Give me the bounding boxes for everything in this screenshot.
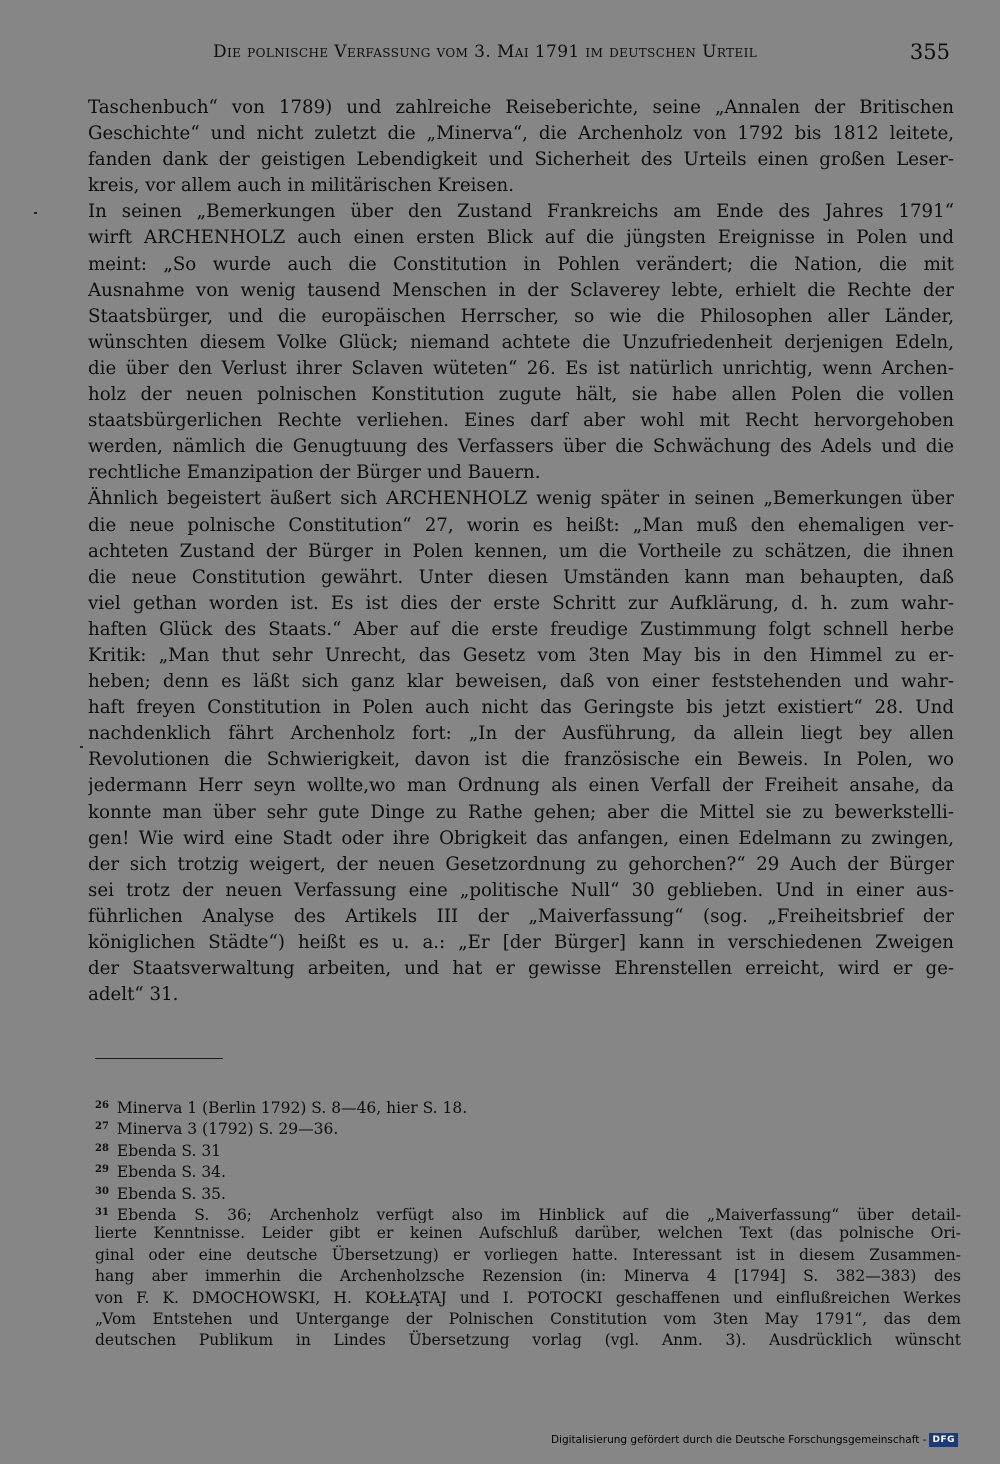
footnote-number: 29: [95, 1164, 109, 1176]
footnote-text: Ebenda S. 36; Archenholz verfügt also im Hinblick auf die „Maiverfassung“ über detail-: [116, 1205, 961, 1224]
body-line: meint: „So wurde auch die Constitution in Pohlen verändert; die Nation, die mit: [88, 253, 954, 275]
footnote-continuation-line: ginal oder eine deutsche Übersetzung) er vorliegen hatte. Interessant ist in diesem Zusammen-: [95, 1245, 961, 1264]
body-line: Kritik: „Man thut sehr Unrecht, das Gesetz vom 3ten May bis in den Himmel zu er-: [88, 644, 954, 666]
body-line: rechtliche Emanzipation der Bürger und Bauern.: [88, 462, 541, 484]
footnote-text: Minerva 1 (Berlin 1792) S. 8—46, hier S. 18.: [116, 1099, 468, 1117]
footnote-number: 26: [95, 1100, 109, 1111]
body-line: die neue Constitution gewährt. Unter diesen Umständen kann man behaupten, daß: [88, 566, 954, 588]
footnote-text: Ebenda S. 31: [116, 1141, 222, 1160]
body-line: heben; denn es läßt sich ganz klar beweisen, daß von einer feststehenden und wahr-: [88, 671, 954, 693]
body-line: In seinen „Bemerkungen über den Zustand Frankreichs am Ende des Jahres 1791“: [88, 201, 954, 223]
footnote-number: 28: [95, 1142, 109, 1154]
footnote-number: 27: [95, 1121, 109, 1133]
footnote: [95, 1202, 961, 1223]
footnote-text: Ebenda S. 34.: [116, 1163, 226, 1181]
dfg-logo: DFG: [929, 1433, 958, 1447]
body-line: holz der neuen polnischen Konstitution zugute hält, sie habe allen Polen die vollen: [88, 384, 954, 406]
body-line: die über den Verlust ihrer Sclaven wüteten“ 26. Es ist natürlich unrichtig, wenn Archen-: [88, 357, 954, 379]
footnote: [95, 1116, 961, 1137]
body-line: konnte man über sehr gute Dinge zu Rathe gehen; aber die Mittel sie zu bewerkstelli-: [88, 801, 954, 823]
body-line: viel gethan worden ist. Es ist dies der erste Schritt zur Aufklärung, d. h. zum wahr-: [88, 592, 954, 614]
running-head: [88, 40, 950, 68]
body-line: staatsbürgerlichen Rechte verliehen. Eines darf aber wohl mit Recht hervorgehoben: [88, 410, 954, 432]
footnote-continuation-line: „Vom Entstehen und Untergange der Polnischen Constitution vom 3ten May 1791“, das dem: [95, 1309, 961, 1328]
body-line: nachdenklich fährt Archenholz fort: „In der Ausführung, da allein liegt bey allen: [88, 723, 954, 745]
footnote-continuation-line: lierte Kenntnisse. Leider gibt er keinen Aufschluß darüber, welchen Text (das polnische Ori-: [95, 1224, 961, 1243]
body-line: Ähnlich begeistert äußert sich ARCHENHOLZ wenig später in seinen „Bemerkungen über: [88, 488, 954, 510]
body-line: haft freyen Constitution in Polen auch nicht das Geringste bis jetzt existiert“ 28. Und: [88, 697, 954, 719]
body-text: [88, 95, 954, 1008]
body-line: wirft ARCHENHOLZ auch einen ersten Blick auf die jüngsten Ereignisse in Polen und: [88, 227, 954, 249]
footnote: [95, 1138, 961, 1159]
footnote: [95, 1181, 961, 1202]
footnote-number: 30: [95, 1185, 109, 1197]
body-line: Revolutionen die Schwierigkeit, davon ist die französische ein Beweis. In Polen, wo: [88, 749, 954, 771]
running-title: Die polnische Verfassung vom 3. Mai 1791 im deutschen Urteil: [213, 42, 758, 62]
scan-speck: [34, 212, 37, 214]
footnotes: [95, 1095, 961, 1352]
body-line: adelt“ 31.: [88, 984, 179, 1006]
digitization-credit: [551, 1432, 958, 1448]
body-line: wünschten diesem Volke Glück; niemand achtete die Unzufriedenheit derjenigen Edeln,: [88, 331, 954, 353]
body-line: werden, nämlich die Genugtuung des Verfassers über die Schwächung des Adels und die: [88, 436, 954, 458]
body-line: Geschichte“ und nicht zuletzt die „Minerva“, die Archenholz von 1792 bis 1812 leitete,: [88, 123, 954, 145]
body-line: kreis, vor allem auch in militärischen Kreisen.: [88, 175, 515, 197]
body-line: die neue polnische Constitution“ 27, worin es heißt: „Man muß den ehemaligen ver-: [88, 514, 954, 536]
body-line: Taschenbuch“ von 1789) und zahlreiche Reiseberichte, seine „Annalen der Britischen: [88, 97, 954, 118]
body-line: achteten Zustand der Bürger in Polen kennen, um die Vortheile zu schätzen, die ihnen: [88, 540, 954, 562]
body-line: Ausnahme von wenig tausend Menschen in der Sclaverey lebte, erhielt die Rechte der: [88, 279, 954, 301]
body-line: gen! Wie wird eine Stadt oder ihre Obrigkeit das anfangen, einen Edelmann zu zwingen,: [88, 827, 954, 849]
footnote: [95, 1095, 961, 1116]
footnote-text: Ebenda S. 35.: [116, 1184, 226, 1202]
body-line: führlichen Analyse des Artikels III der „Maiverfassung“ (sog. „Freiheitsbrief der: [88, 905, 954, 927]
footnote-continuation-line: hang aber immerhin die Archenholzsche Rezension (in: Minerva 4 [1794] S. 382—383) des: [95, 1267, 961, 1286]
body-line: der Staatsverwaltung arbeiten, und hat er gewisse Ehrenstellen erreicht, wird er ge-: [88, 958, 954, 980]
page-number: 355: [909, 40, 950, 64]
body-line: jedermann Herr seyn wollte,wo man Ordnung als einen Verfall der Freiheit ansahe, da: [88, 775, 954, 797]
body-line: Staatsbürger, und die europäischen Herrscher, so wie die Philosophen aller Länder,: [88, 305, 954, 327]
footnote-continuation-line: deutschen Publikum in Lindes Übersetzung vorlag (vgl. Anm. 3). Ausdrücklich wünscht: [95, 1331, 961, 1350]
footnote-number: 31: [95, 1206, 109, 1218]
body-line: der sich trotzig weigert, der neuen Gesetzordnung zu gehorchen?“ 29 Auch der Bürger: [88, 853, 954, 875]
footnote-text: Minerva 3 (1792) S. 29—36.: [116, 1120, 339, 1138]
credit-text: Digitalisierung gefördert durch die Deutsche Forschungsgemeinschaft -: [550, 1434, 927, 1446]
body-line: sei trotz der neuen Verfassung eine „politische Null“ 30 geblieben. Und in einer aus-: [88, 879, 954, 901]
scan-speck: [80, 746, 83, 748]
body-line: fanden dank der geistigen Lebendigkeit und Sicherheit des Urteils einen großen Leser-: [88, 149, 954, 171]
footnote-continuation-line: von F. K. DMOCHOWSKI, H. KOŁŁĄTAJ und I. POTOCKI geschaffenen und einflußreichen Werkes: [95, 1288, 961, 1307]
footnote: [95, 1159, 961, 1180]
footnote-divider: [95, 1058, 223, 1059]
body-line: haften Glück des Staats.“ Aber auf die erste freudige Zustimmung folgt schnell herbe: [88, 618, 954, 640]
body-line: königlichen Städte“) heißt es u. a.: „Er [der Bürger] kann in verschiedenen Zweigen: [88, 932, 954, 953]
